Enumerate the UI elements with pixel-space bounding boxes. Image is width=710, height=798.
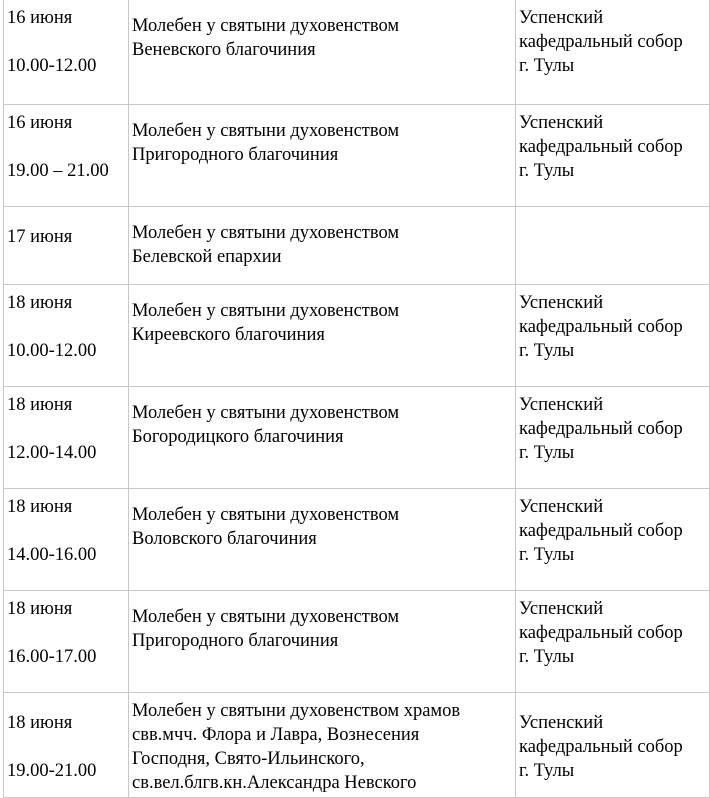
event-text: Молебен у святыни духовенством Пригородного благочиния xyxy=(132,120,400,165)
event-text: Молебен у святыни духовенством Киреевского благочиния xyxy=(132,300,400,345)
date-cell xyxy=(4,590,129,692)
date-text: 16 июня xyxy=(7,8,73,28)
table-row xyxy=(4,590,710,692)
time-text: 14.00-16.00 xyxy=(7,544,97,565)
time-text: 16.00-17.00 xyxy=(7,646,97,667)
event-cell xyxy=(129,206,516,284)
date-text: 18 июня xyxy=(7,598,73,619)
event-cell xyxy=(129,0,516,104)
time-text: 19.00-21.00 xyxy=(7,760,97,781)
time-text: 10.00-12.00 xyxy=(7,56,97,76)
table-row xyxy=(4,488,710,590)
location-cell xyxy=(516,488,710,590)
event-cell xyxy=(129,488,516,590)
event-cell xyxy=(129,284,516,386)
location-text: Успенский кафедральный собор г. Тулы xyxy=(519,712,683,781)
event-cell xyxy=(129,590,516,692)
table-row xyxy=(4,284,710,386)
schedule-table xyxy=(3,0,710,798)
date-text: 18 июня xyxy=(7,292,73,313)
table-row xyxy=(4,206,710,284)
date-text: 18 июня xyxy=(7,394,73,415)
event-text: Молебен у святыни духовенством храмов свв.мчч. Флора и Лавра, Вознесения Господня, Свято-Ильинского, св.вел.блгв.кн.Александра Невского xyxy=(132,700,461,793)
location-text: Успенский кафедральный собор г. Тулы xyxy=(519,598,683,667)
event-text: Молебен у святыни духовенством Пригородного благочиния xyxy=(132,606,400,651)
location-cell xyxy=(516,590,710,692)
location-cell xyxy=(516,284,710,386)
table-row xyxy=(4,386,710,488)
event-cell xyxy=(129,692,516,797)
location-cell xyxy=(516,386,710,488)
location-text: Успенский кафедральный собор г. Тулы xyxy=(519,292,683,361)
event-cell xyxy=(129,104,516,206)
date-cell xyxy=(4,692,129,797)
location-text: Успенский кафедральный собор г. Тулы xyxy=(519,394,683,463)
date-cell xyxy=(4,488,129,590)
event-text: Молебен у святыни духовенством Воловского благочиния xyxy=(132,504,400,549)
location-text: Успенский кафедральный собор г. Тулы xyxy=(519,496,683,565)
date-cell xyxy=(4,386,129,488)
time-text: 12.00-14.00 xyxy=(7,442,97,463)
table-row xyxy=(4,0,710,104)
location-cell xyxy=(516,206,710,284)
date-text: 18 июня xyxy=(7,496,73,517)
date-text: 17 июня xyxy=(7,226,73,247)
date-cell xyxy=(4,0,129,104)
location-text: Успенский кафедральный собор г. Тулы xyxy=(519,112,683,181)
date-text: 16 июня xyxy=(7,112,73,133)
time-text: 10.00-12.00 xyxy=(7,340,97,361)
date-text: 18 июня xyxy=(7,712,73,733)
date-cell xyxy=(4,284,129,386)
event-text: Молебен у святыни духовенством Богородицкого благочиния xyxy=(132,402,400,447)
date-cell xyxy=(4,104,129,206)
location-cell xyxy=(516,0,710,104)
location-cell xyxy=(516,692,710,797)
event-text: Молебен у святыни духовенством Веневского благочиния xyxy=(132,16,400,60)
time-text: 19.00 – 21.00 xyxy=(7,160,109,181)
date-cell xyxy=(4,206,129,284)
table-row xyxy=(4,104,710,206)
table-row xyxy=(4,692,710,797)
location-text: Успенский кафедральный собор г. Тулы xyxy=(519,8,683,76)
location-cell xyxy=(516,104,710,206)
event-cell xyxy=(129,386,516,488)
event-text: Молебен у святыни духовенством Белевской епархии xyxy=(132,222,400,267)
